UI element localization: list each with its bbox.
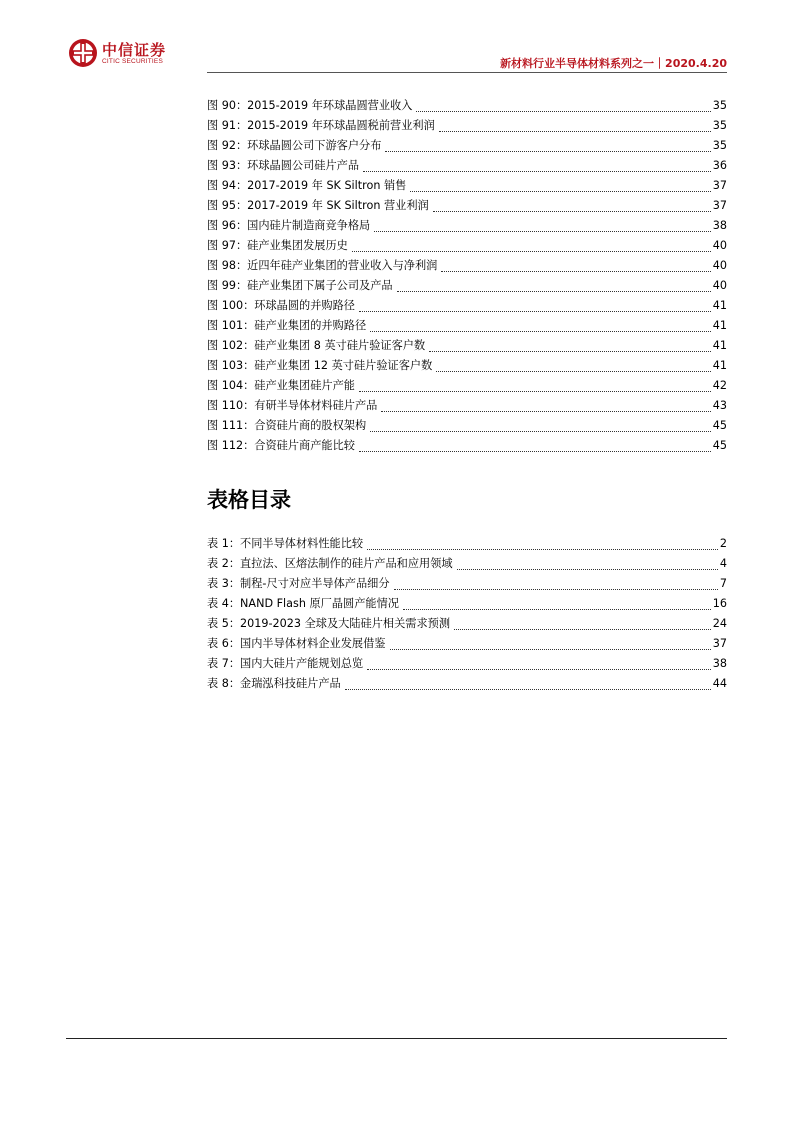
toc-entry-label: 表 2：直拉法、区熔法制作的硅片产品和应用领域 <box>207 557 453 570</box>
toc-entry[interactable] <box>207 216 727 236</box>
toc-page-number: 41 <box>712 339 727 352</box>
logo-chinese-name: 中信证券 <box>102 41 167 59</box>
toc-entry[interactable] <box>207 614 727 634</box>
toc-entry-label: 表 5：2019-2023 全球及大陆硅片相关需求预测 <box>207 617 451 630</box>
toc-dot-leader <box>439 117 711 132</box>
toc-entry-label: 表 8：金瑞泓科技硅片产品 <box>207 677 341 690</box>
toc-dot-leader <box>352 237 711 252</box>
toc-page-number: 40 <box>712 279 727 292</box>
table-list-title: 表格目录 <box>207 488 291 512</box>
toc-dot-leader <box>436 357 710 372</box>
toc-dot-leader <box>457 555 718 570</box>
toc-entry-label: 图 97：硅产业集团发展历史 <box>207 239 348 252</box>
toc-page-number: 38 <box>712 657 727 670</box>
toc-page-number: 16 <box>712 597 727 610</box>
toc-entry-label: 图 90：2015-2019 年环球晶圆营业收入 <box>207 99 413 112</box>
toc-entry-label: 图 103：硅产业集团 12 英寸硅片验证客户数 <box>207 359 433 372</box>
toc-entry[interactable] <box>207 436 727 456</box>
toc-page-number: 38 <box>712 219 727 232</box>
toc-dot-leader <box>359 437 711 452</box>
toc-dot-leader <box>429 337 711 352</box>
toc-page-number: 37 <box>712 199 727 212</box>
toc-dot-leader <box>345 675 711 690</box>
toc-entry[interactable] <box>207 336 727 356</box>
toc-dot-leader <box>381 397 710 412</box>
toc-entry-label: 图 93：环球晶圆公司硅片产品 <box>207 159 360 172</box>
toc-page-number: 44 <box>712 677 727 690</box>
toc-dot-leader <box>363 157 711 172</box>
toc-dot-leader <box>370 417 711 432</box>
toc-dot-leader <box>367 655 711 670</box>
toc-entry-label: 图 99：硅产业集团下属子公司及产品 <box>207 279 393 292</box>
toc-entry-label: 图 91：2015-2019 年环球晶圆税前营业利润 <box>207 119 435 132</box>
toc-entry[interactable] <box>207 554 727 574</box>
toc-page-number: 37 <box>712 637 727 650</box>
toc-dot-leader <box>441 257 710 272</box>
toc-page-number: 41 <box>712 359 727 372</box>
toc-entry[interactable] <box>207 96 727 116</box>
toc-entry-label: 表 1：不同半导体材料性能比较 <box>207 537 364 550</box>
toc-entry[interactable] <box>207 396 727 416</box>
toc-entry[interactable] <box>207 356 727 376</box>
toc-dot-leader <box>403 595 711 610</box>
header-divider <box>207 72 727 73</box>
toc-entry[interactable] <box>207 316 727 336</box>
toc-entry[interactable] <box>207 236 727 256</box>
page-header <box>0 0 793 80</box>
toc-entry[interactable] <box>207 196 727 216</box>
toc-dot-leader <box>410 177 710 192</box>
toc-entry-label: 图 102：硅产业集团 8 英寸硅片验证客户数 <box>207 339 426 352</box>
toc-entry-label: 表 6：国内半导体材料企业发展借鉴 <box>207 637 386 650</box>
toc-page-number: 24 <box>712 617 727 630</box>
toc-entry[interactable] <box>207 574 727 594</box>
toc-page-number: 37 <box>712 179 727 192</box>
report-title: 新材料行业半导体材料系列之一｜2020.4.20 <box>500 57 727 70</box>
toc-entry[interactable] <box>207 116 727 136</box>
toc-page-number: 4 <box>719 557 727 570</box>
toc-page-number: 45 <box>712 439 727 452</box>
toc-entry-label: 图 98：近四年硅产业集团的营业收入与净利润 <box>207 259 438 272</box>
toc-entry[interactable] <box>207 256 727 276</box>
toc-dot-leader <box>367 535 718 550</box>
toc-entry-label: 图 101：硅产业集团的并购路径 <box>207 319 367 332</box>
toc-page-number: 40 <box>712 239 727 252</box>
toc-dot-leader <box>397 277 711 292</box>
toc-dot-leader <box>370 317 711 332</box>
table-list <box>207 534 727 694</box>
toc-dot-leader <box>454 615 711 630</box>
toc-entry-label: 图 100：环球晶圆的并购路径 <box>207 299 355 312</box>
toc-page-number: 2 <box>719 537 727 550</box>
footer-divider <box>66 1038 727 1039</box>
toc-dot-leader <box>433 197 711 212</box>
toc-entry[interactable] <box>207 634 727 654</box>
toc-dot-leader <box>359 377 711 392</box>
toc-page-number: 40 <box>712 259 727 272</box>
toc-dot-leader <box>390 635 711 650</box>
toc-page-number: 7 <box>719 577 727 590</box>
toc-entry-label: 图 96：国内硅片制造商竞争格局 <box>207 219 371 232</box>
toc-entry-label: 图 112：合资硅片商产能比较 <box>207 439 355 452</box>
toc-entry-label: 表 7：国内大硅片产能规划总览 <box>207 657 364 670</box>
toc-page-number: 41 <box>712 299 727 312</box>
toc-entry-label: 图 94：2017-2019 年 SK Siltron 销售 <box>207 179 407 192</box>
figure-list <box>207 96 727 456</box>
citic-logo-icon <box>68 38 98 68</box>
toc-dot-leader <box>394 575 718 590</box>
toc-entry[interactable] <box>207 156 727 176</box>
toc-entry[interactable] <box>207 276 727 296</box>
toc-page-number: 35 <box>712 119 727 132</box>
toc-entry-label: 图 110：有研半导体材料硅片产品 <box>207 399 378 412</box>
toc-dot-leader <box>385 137 710 152</box>
logo-english-name: CITIC SECURITIES <box>102 58 163 65</box>
toc-entry[interactable] <box>207 594 727 614</box>
toc-entry[interactable] <box>207 136 727 156</box>
toc-dot-leader <box>374 217 711 232</box>
toc-entry[interactable] <box>207 176 727 196</box>
toc-page-number: 42 <box>712 379 727 392</box>
toc-entry-label: 图 95：2017-2019 年 SK Siltron 营业利润 <box>207 199 429 212</box>
toc-page-number: 35 <box>712 139 727 152</box>
toc-entry-label: 表 4：NAND Flash 原厂晶圆产能情况 <box>207 597 399 610</box>
toc-dot-leader <box>359 297 711 312</box>
toc-page-number: 35 <box>712 99 727 112</box>
toc-entry[interactable] <box>207 416 727 436</box>
toc-page-number: 36 <box>712 159 727 172</box>
toc-entry[interactable] <box>207 296 727 316</box>
toc-page-number: 43 <box>712 399 727 412</box>
toc-dot-leader <box>416 97 710 112</box>
toc-entry[interactable] <box>207 674 727 694</box>
toc-entry[interactable] <box>207 654 727 674</box>
citic-logo <box>68 38 188 74</box>
toc-entry-label: 图 104：硅产业集团硅片产能 <box>207 379 355 392</box>
toc-page-number: 41 <box>712 319 727 332</box>
toc-page-number: 45 <box>712 419 727 432</box>
toc-entry[interactable] <box>207 534 727 554</box>
toc-entry-label: 表 3：制程-尺寸对应半导体产品细分 <box>207 577 390 590</box>
toc-entry[interactable] <box>207 376 727 396</box>
toc-entry-label: 图 92：环球晶圆公司下游客户分布 <box>207 139 382 152</box>
toc-entry-label: 图 111：合资硅片商的股权架构 <box>207 419 367 432</box>
